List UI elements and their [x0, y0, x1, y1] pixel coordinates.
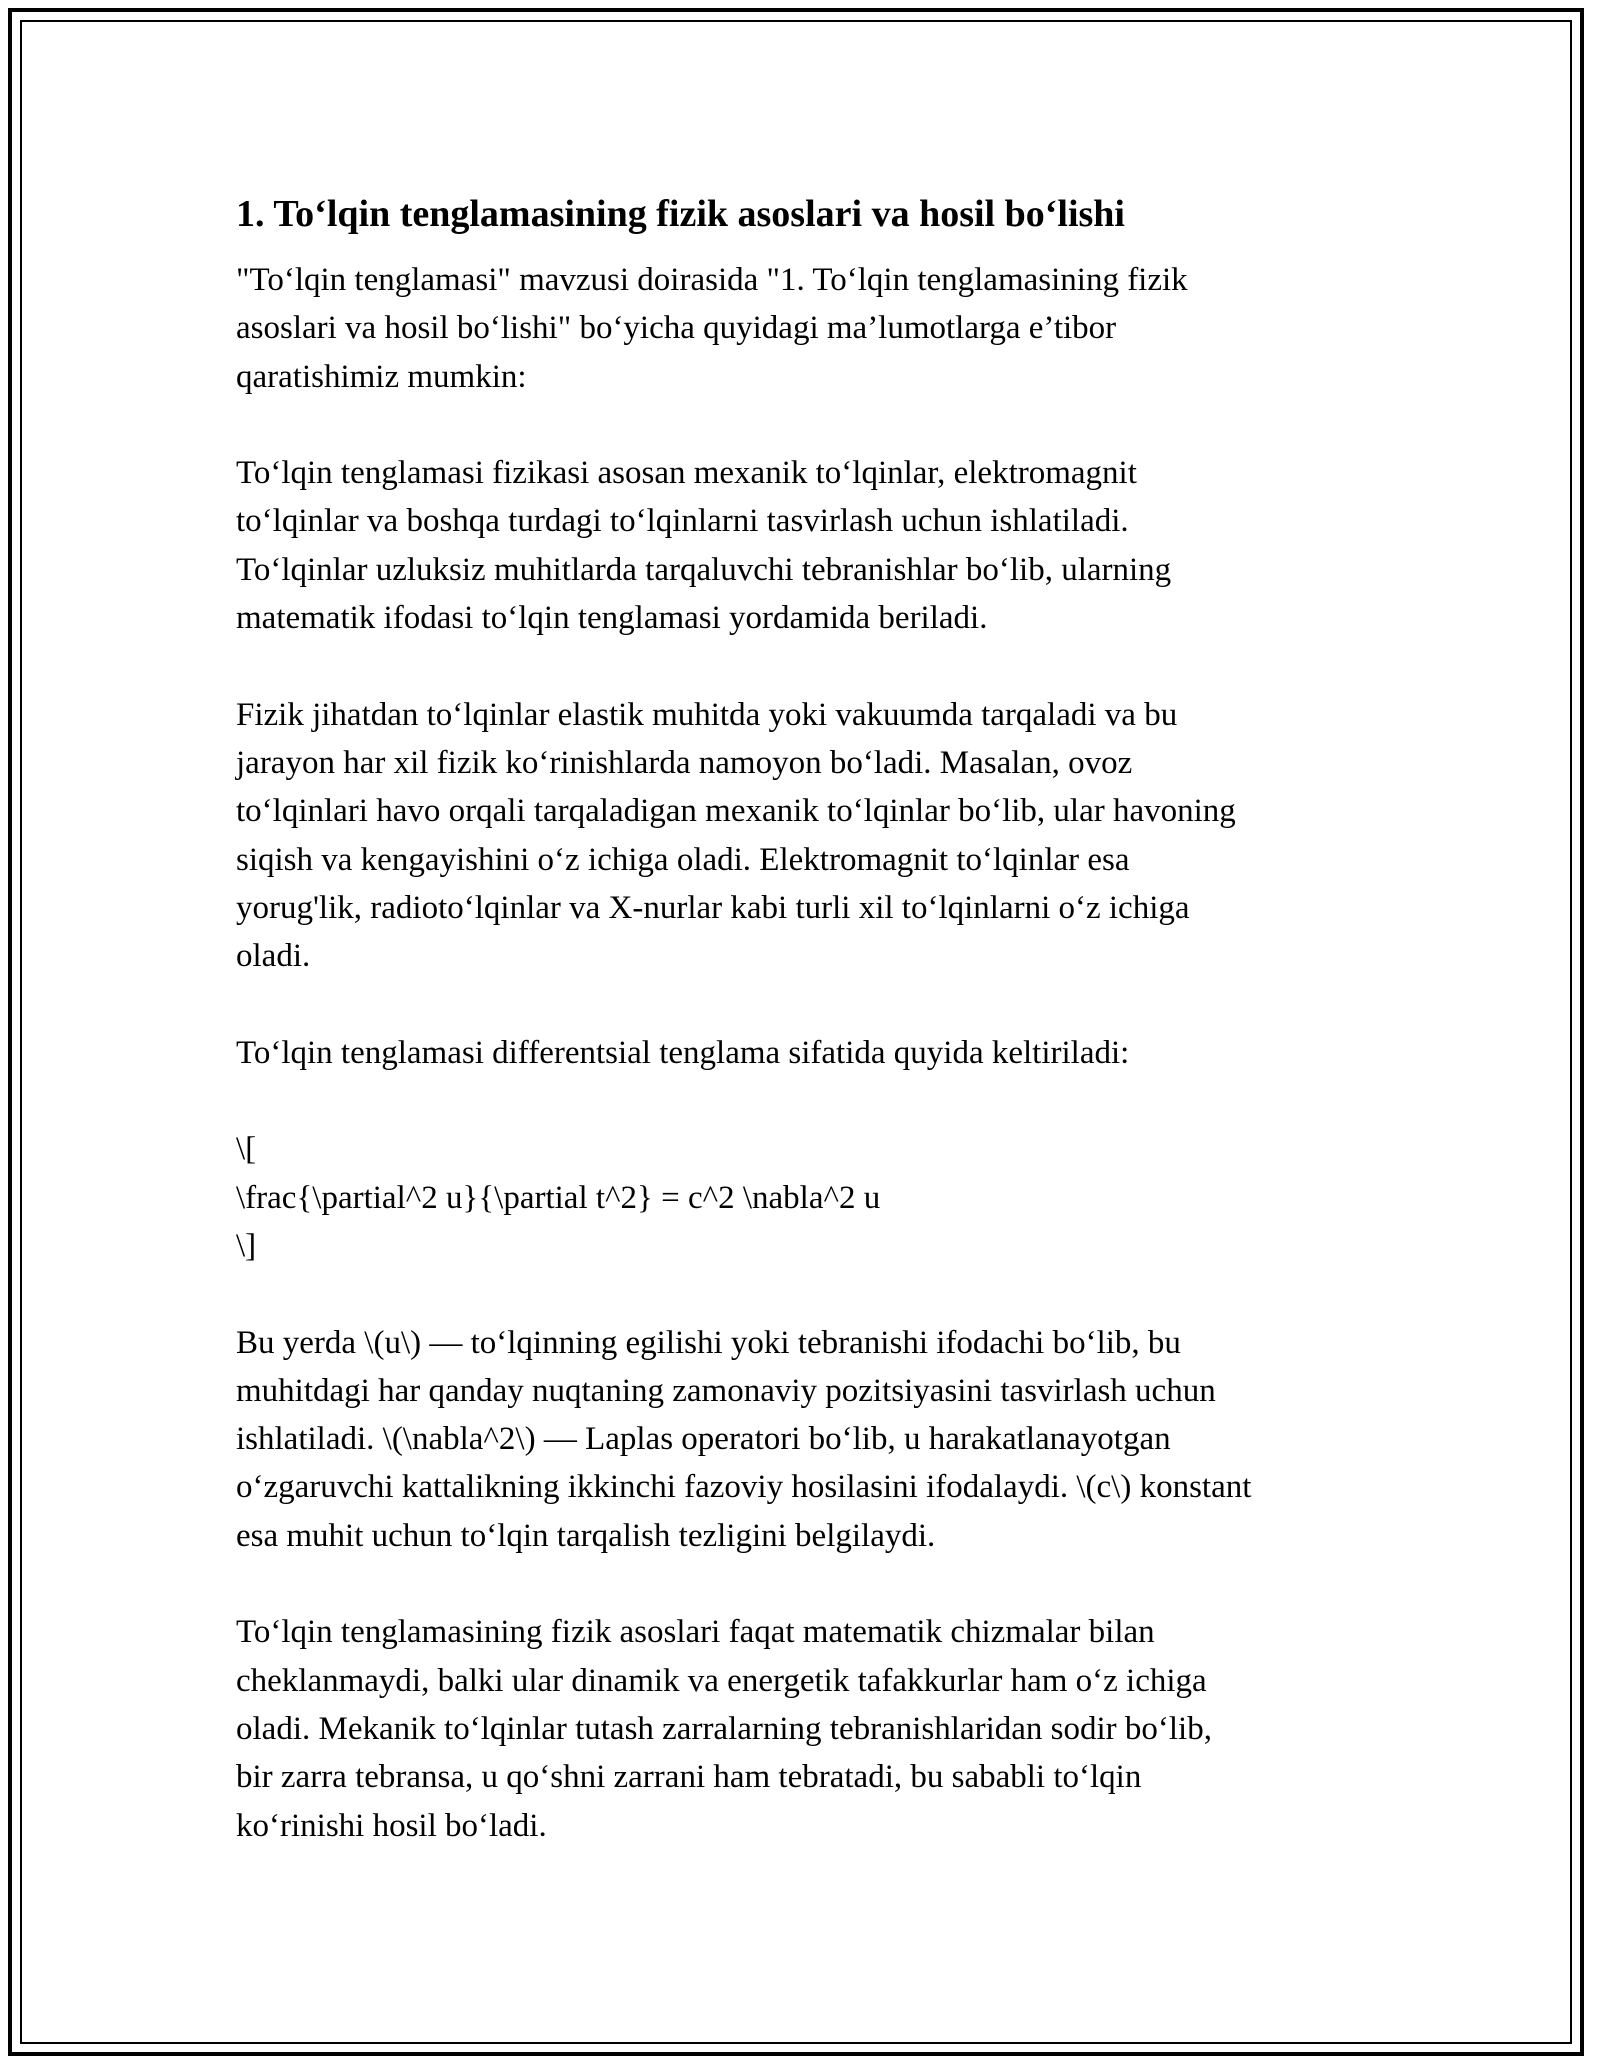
paragraph-wave-physics: To‘lqin tenglamasi fizikasi asosan mexanik to‘lqinlar, elektromagnit to‘lqinlar va boshqa turdagi to‘lqinlarni tasvirlash uchun ishlatiladi. To‘lqinlar uzluksiz muhitlarda tarqaluvchi tebranishlar bo‘lib, ularning matematik ifodasi to‘lqin tenglamasi yordamida beriladi. — [236, 455, 1172, 637]
document-body — [236, 186, 1376, 1898]
wave-equation-formula: \[ \frac{\partial^2 u}{\partial t^2} = c^2 \nabla^2 u \] — [236, 1131, 881, 1264]
section-heading: 1. To‘lqin tenglamasining fizik asoslari va hosil bo‘lishi — [236, 193, 1125, 235]
paragraph-physical-foundations: To‘lqin tenglamasining fizik asoslari faqat matematik chizmalar bilan cheklanmaydi, balki ular dinamik va energetik tafakkurlar ham o‘z ichiga oladi. Mekanik to‘lqinlar tutash zarralarning tebranishlaridan sodir bo‘lib, bir zarra tebransa, u qo‘shni zarrani ham tebratadi, bu sababli to‘lqin ko‘rinishi hosil bo‘ladi. — [236, 1614, 1212, 1844]
intro-paragraph: "To‘lqin tenglamasi" mavzusi doirasida "1. To‘lqin tenglamasining fizik asoslari va hosil bo‘lishi" bo‘yicha quyidagi ma’lumotlarga e’tibor qaratishimiz mumkin: — [236, 262, 1188, 395]
paragraph-physical-aspects: Fizik jihatdan to‘lqinlar elastik muhitda yoki vakuumda tarqaladi va bu jarayon har xil fizik ko‘rinishlarda namoyon bo‘ladi. Masalan, ovoz to‘lqinlari havo orqali tarqaladigan mexanik to‘lqinlar bo‘lib, ular havoning siqish va kengayishini o‘z ichiga oladi. Elektromagnit to‘lqinlar esa yorug'lik, radioto‘lqinlar va X-nurlar kabi turli xil to‘lqinlarni o‘z ichiga oladi. — [236, 696, 1236, 975]
paragraph-equation-intro: To‘lqin tenglamasi differentsial tenglama sifatida quyida keltiriladi: — [236, 1034, 1130, 1071]
paragraph-variable-definitions: Bu yerda \(u\) — to‘lqinning egilishi yoki tebranishi ifodachi bo‘lib, bu muhitdagi har qanday nuqtaning zamonaviy pozitsiyasini tasvirlash uchun ishlatiladi. \(\nabla^2\) — Laplas operatori bo‘lib, u harakatlanayotgan o‘zgaruvchi kattalikning ikkinchi fazoviy hosilasini ifodalaydi. \(c\) konstant esa muhit uchun to‘lqin tarqalish tezligini belgilaydi. — [236, 1324, 1252, 1554]
